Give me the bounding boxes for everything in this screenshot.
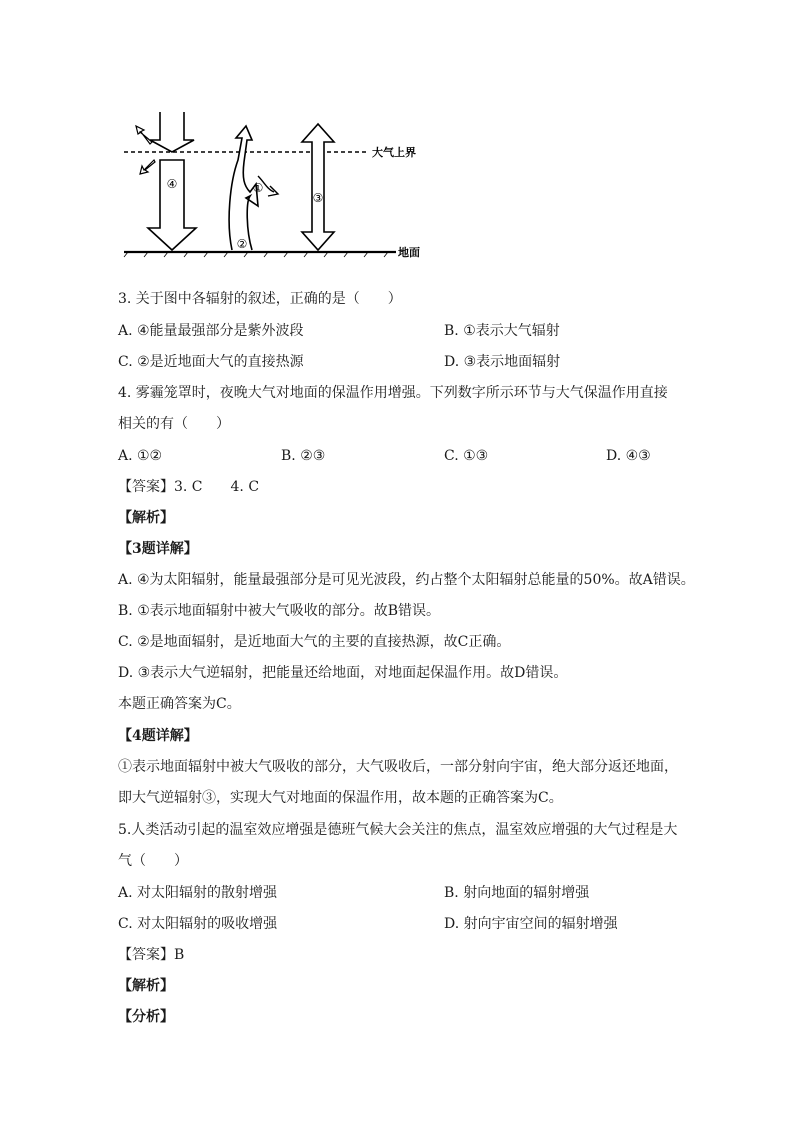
detail-3-line-c: C. ②是地面辐射，是近地面大气的主要的直接热源，故C正确。	[118, 634, 511, 650]
q4-option-d: D. ④③	[606, 448, 651, 464]
q5-option-b: B. 射向地面的辐射增强	[444, 885, 590, 901]
analysis-1-heading: 【解析】	[118, 510, 174, 526]
q4-stem-line1: 4. 雾霾笼罩时，夜晚大气对地面的保温作用增强。下列数字所示环节与大气保温作用直接	[118, 385, 668, 401]
label-ground: 地面	[398, 246, 420, 259]
q5-stem-line1: 5.人类活动引起的温室效应增强是德班气候大会关注的焦点，温室效应增强的大气过程是大	[118, 822, 678, 838]
analysis-3-heading: 【分析】	[118, 1009, 174, 1025]
marker-2: ②	[236, 237, 248, 251]
q3-option-c: C. ②是近地面大气的直接热源	[118, 354, 304, 370]
q3-option-b: B. ①表示大气辐射	[444, 323, 560, 339]
q4-option-b: B. ②③	[281, 448, 326, 464]
q4-option-a: A. ①②	[118, 448, 163, 464]
q3-stem: 3. 关于图中各辐射的叙述，正确的是（ ）	[118, 291, 402, 307]
q3-option-a: A. ④能量最强部分是紫外波段	[118, 323, 304, 339]
q4-option-c: C. ①③	[444, 448, 489, 464]
atmosphere-radiation-diagram	[118, 112, 428, 262]
atmospheric-counter-radiation-arrow	[302, 124, 334, 250]
detail-3-conclusion: 本题正确答案为C。	[118, 696, 241, 712]
detail-3-heading: 【3题详解】	[118, 541, 198, 557]
detail-4-heading: 【4题详解】	[118, 728, 198, 744]
q5-stem-line2: 气（ ）	[118, 853, 188, 869]
detail-3-line-b: B. ①表示地面辐射中被大气吸收的部分。故B错误。	[118, 603, 441, 619]
answer-1: 【答案】3. C 4. C	[118, 479, 260, 495]
q5-option-d: D. 射向宇宙空间的辐射增强	[444, 916, 618, 932]
marker-4: ④	[166, 177, 178, 191]
label-atmosphere-top: 大气上界	[372, 146, 416, 159]
q5-option-a: A. 对太阳辐射的散射增强	[118, 885, 278, 901]
solar-radiation-arrow	[150, 112, 194, 152]
marker-3: ③	[312, 191, 324, 205]
q5-option-c: C. 对太阳辐射的吸收增强	[118, 916, 278, 932]
detail-3-line-d: D. ③表示大气逆辐射，把能量还给地面，对地面起保温作用。故D错误。	[118, 665, 568, 681]
detail-3-line-a: A. ④为太阳辐射，能量最强部分是可见光波段，约占整个太阳辐射总能量的50%。故A错误。	[118, 572, 695, 588]
marker-1: ①	[252, 181, 264, 195]
answer-2: 【答案】B	[118, 947, 185, 963]
q3-option-d: D. ③表示地面辐射	[444, 354, 561, 370]
detail-4-line2: 即大气逆辐射③，实现大气对地面的保温作用，故本题的正确答案为C。	[118, 790, 563, 806]
detail-4-line1: ①表示地面辐射中被大气吸收的部分，大气吸收后，一部分射向宇宙，绝大部分返还地面，	[118, 759, 678, 775]
analysis-2-heading: 【解析】	[118, 978, 174, 994]
q4-stem-line2: 相关的有（ ）	[118, 416, 230, 432]
